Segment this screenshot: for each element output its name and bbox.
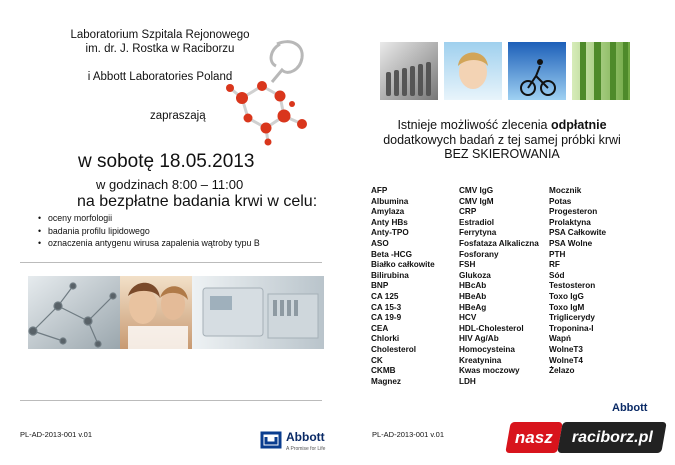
test-name: HBcAb <box>459 281 487 291</box>
test-name: Sód <box>549 270 565 280</box>
test-name: CA 125 <box>371 291 399 301</box>
purpose-list <box>36 212 260 250</box>
test-name: CA 19-9 <box>371 313 402 323</box>
divider <box>20 262 322 263</box>
test-name: Progesteron <box>549 207 598 217</box>
test-name: Kreatynina <box>459 355 502 365</box>
test-name: BNP <box>371 281 389 291</box>
test-name: CEA <box>371 323 389 333</box>
abbott-logo-icon <box>260 431 282 449</box>
header-line-1: Laboratorium Szpitala Rejonowego <box>70 29 250 41</box>
test-name: WolneT4 <box>549 355 583 365</box>
test-name: RF <box>549 260 560 270</box>
test-name: Fosfataza Alkaliczna <box>459 238 539 248</box>
header-line-2: im. dr. J. Rostka w Raciborzu <box>85 43 235 55</box>
list-item: • oznaczenia antygenu wirusa zapalenia wątroby typu B <box>48 237 260 250</box>
test-name: Triglicerydy <box>549 313 595 323</box>
test-name: Cholesterol <box>371 344 417 354</box>
test-name: HCV <box>459 313 477 323</box>
test-name: CK <box>371 355 383 365</box>
divider <box>20 400 322 401</box>
event-date: w sobotę 18.05.2013 <box>78 151 255 172</box>
test-name: PSA Całkowite <box>549 228 607 238</box>
test-name: Glukoza <box>459 270 491 280</box>
right-photo-strip <box>380 42 630 100</box>
header-line-3: i Abbott Laboratories Poland <box>87 71 233 83</box>
test-name: Wapń <box>549 334 571 344</box>
list-item: • badania profilu lipidowego <box>48 225 260 238</box>
test-name: Toxo IgG <box>549 291 584 301</box>
watermark-badge <box>508 422 664 453</box>
test-name: Homocysteina <box>459 344 515 354</box>
document-code-right: PL-AD-2013-001 v.01 <box>372 430 444 439</box>
test-name: Prolaktyna <box>549 217 591 227</box>
test-name: HBeAb <box>459 291 487 301</box>
test-name: Testosteron <box>549 281 596 291</box>
document-code: PL-AD-2013-001 v.01 <box>20 430 92 439</box>
test-name: ASO <box>371 238 389 248</box>
test-name: AFP <box>371 186 388 195</box>
test-name: Mocznik <box>549 186 582 195</box>
test-name: PSA Wolne <box>549 238 593 248</box>
test-name: Potas <box>549 196 572 206</box>
test-name: Beta -HCG <box>371 249 412 259</box>
test-name: HDL-Cholesterol <box>459 323 524 333</box>
lab-photo-strip <box>28 276 324 349</box>
test-name: Białko całkowite <box>371 260 435 270</box>
abbott-logo-tagline: A Promise for Life <box>286 446 326 452</box>
test-name: CRP <box>459 207 477 217</box>
abbott-logo-name: Abbott <box>286 430 325 444</box>
invite-text: zapraszają <box>150 110 206 122</box>
abbott-logo-right: Abbott <box>612 402 648 414</box>
event-hours: w godzinach 8:00 – 11:00 <box>96 177 244 192</box>
right-intro <box>362 118 642 162</box>
test-name: Kwas moczowy <box>459 366 520 376</box>
test-name: HIV Ag/Ab <box>459 334 499 344</box>
event-purpose: na bezpłatne badania krwi w celu: <box>77 193 318 210</box>
test-name: Amylaza <box>371 207 405 217</box>
test-name: CMV IgG <box>459 186 494 195</box>
intro-line-2: dodatkowych badań z tej samej próbki krwi <box>383 132 621 147</box>
test-name: HBeAg <box>459 302 487 312</box>
list-item: • oceny morfologii <box>48 212 260 225</box>
test-name: Żelazo <box>549 366 575 376</box>
molecule-illustration <box>222 36 314 146</box>
intro-line-3: BEZ SKIEROWANIA <box>444 147 560 161</box>
test-name: Anty-TPO <box>371 228 409 238</box>
test-name: Anty HBs <box>371 217 408 227</box>
test-name: Magnez <box>371 376 402 386</box>
watermark-text-a: nasz <box>515 427 553 447</box>
test-name: Ferrytyna <box>459 228 497 238</box>
test-name: CMV IgM <box>459 196 494 206</box>
test-name: WolneT3 <box>549 344 583 354</box>
test-name: FSH <box>459 260 476 270</box>
test-name: Toxo IgM <box>549 302 585 312</box>
test-name: LDH <box>459 376 476 386</box>
test-name: Albumina <box>371 196 409 206</box>
intro-bold: odpłatnie <box>550 118 607 132</box>
test-name: CKMB <box>371 366 396 376</box>
watermark-text-b: raciborz.pl <box>571 428 653 446</box>
test-name: CA 15-3 <box>371 302 402 312</box>
test-name: Bilirubina <box>371 270 409 280</box>
abbott-logo <box>260 428 325 452</box>
test-name: Chlorki <box>371 334 400 344</box>
test-name: Troponina-I <box>549 323 594 333</box>
test-name: PTH <box>549 249 566 259</box>
tests-column-1 <box>371 186 435 387</box>
test-name: Estradiol <box>459 217 495 227</box>
tests-column-3 <box>549 186 606 377</box>
test-name: Fosforany <box>459 249 499 259</box>
tests-column-2 <box>459 186 539 387</box>
intro-text: Istnieje możliwość zlecenia <box>397 118 551 132</box>
